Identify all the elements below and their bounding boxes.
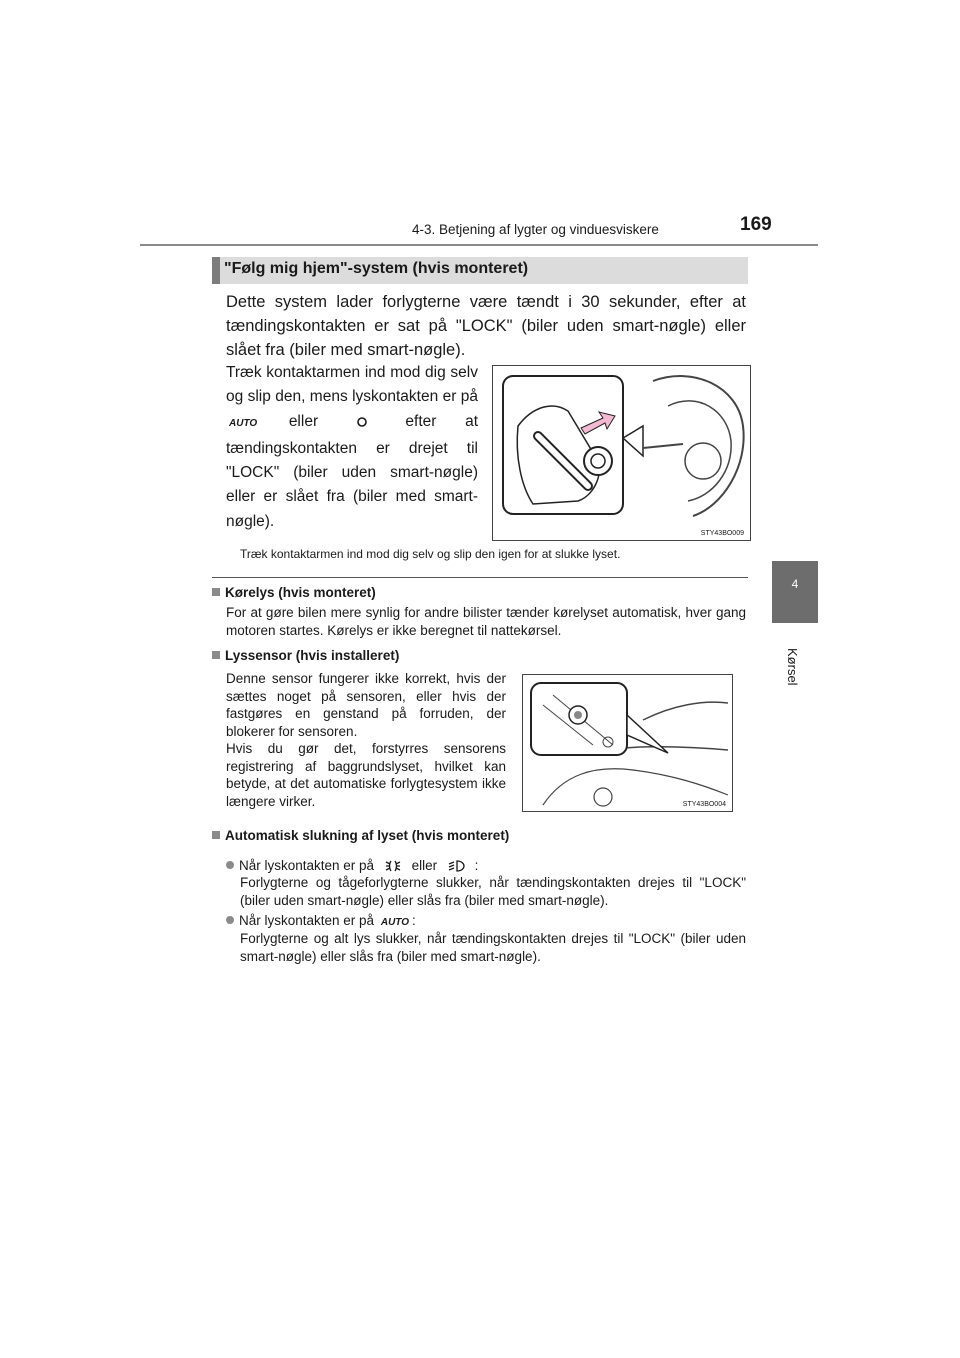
bullet-item-2-text: Forlygterne og alt lys slukker, når tændingskontakten drejes til "LOCK" (biler uden smart-nøgle) eller slås fra (biler med smart-nøgle). (240, 931, 746, 964)
square-bullet-icon (212, 588, 220, 596)
bullet-item-1-text: Forlygterne og tågeforlygterne slukker, når tændingskontakten drejes til "LOCK" (biler uden smart-nøgle) eller slås fra (biler med smart-nøgle). (240, 875, 746, 908)
bullet-lead-text: Når lyskontakten er på (239, 913, 375, 928)
page-number: 169 (740, 214, 772, 235)
figure-caption: Træk kontaktarmen ind mod dig selv og slip den igen for at slukke lyset. (240, 547, 621, 561)
chapter-tab (772, 561, 818, 623)
section-title: "Følg mig hjem"-system (hvis monteret) (224, 260, 529, 277)
bullet-lead-text: Når lyskontakten er på (239, 858, 375, 873)
chapter-tab-label: Kørsel (785, 648, 800, 686)
square-bullet-icon (212, 831, 220, 839)
section-divider (212, 577, 748, 578)
bullet-or-text: eller (411, 858, 438, 873)
instruction-paragraph (226, 361, 478, 534)
note-heading-light-sensor (212, 648, 399, 663)
sensor-illustration (522, 674, 733, 812)
figure-code: STY43BO004 (682, 801, 726, 808)
instruction-text-a: Træk kontaktarmen ind mod dig selv og slip den, mens lyskontakten er på (226, 364, 478, 406)
round-bullet-icon (226, 861, 234, 869)
auto-icon: AUTO (380, 917, 409, 928)
square-bullet-icon (212, 651, 220, 659)
bullet-colon: : (412, 913, 416, 928)
instruction-or: eller (288, 412, 319, 430)
auto-icon: AUTO (229, 417, 258, 429)
sensor-paragraph-1: Denne sensor fungerer ikke korrekt, hvis der sættes noget på sensoren, eller hvis der fastgøres en genstand på forruden, der blokerer for sensoren. (226, 671, 506, 739)
intro-paragraph: Dette system lader forlygterne være tændt i 30 sekunder, efter at tændingskontakten er sat på "LOCK" (biler uden smart-nøgle) eller slået fra (biler med smart-nøgle). (226, 293, 746, 359)
note-heading-text: Lyssensor (hvis installeret) (225, 648, 400, 663)
bullet-colon: : (474, 858, 479, 873)
bullet-item-2-lead (226, 912, 416, 932)
note-heading-running-lights (212, 585, 376, 600)
instruction-text-b: efter at tændingskontakten er drejet til "LOCK" (biler uden smart-nøgle) eller er slået fra (biler med smart-nøgle). (226, 412, 479, 530)
figure-code: STY43BO009 (700, 530, 744, 537)
note-text-running-lights: For at gøre bilen mere synlig for andre bilister tænder kørelyset automatisk, hver gang motoren startes. Kørelys er ikke beregnet til nattekørsel. (226, 605, 746, 638)
windshield-sensor-drawing (523, 675, 732, 811)
note-heading-auto-off (212, 828, 509, 843)
lever-illustration (492, 365, 751, 541)
headlight-icon (347, 413, 377, 437)
hand-pulling-lever-drawing (493, 366, 750, 540)
sensor-paragraph-2: Hvis du gør det, forstyrres sensorens registrering af baggrundslyset, hvilket kan betyde, at det automatiske forlygtesystem ikke længere virker. (226, 741, 506, 809)
note-heading-text: Automatisk slukning af lyset (hvis monteret) (225, 828, 510, 843)
note-text-light-sensor (226, 670, 506, 810)
note-heading-text: Kørelys (hvis monteret) (225, 585, 376, 600)
header-divider (140, 244, 818, 246)
chapter-tab-number: 4 (791, 577, 799, 591)
running-header: 4-3. Betjening af lygter og vinduesviskere (412, 222, 659, 237)
round-bullet-icon (226, 916, 234, 924)
